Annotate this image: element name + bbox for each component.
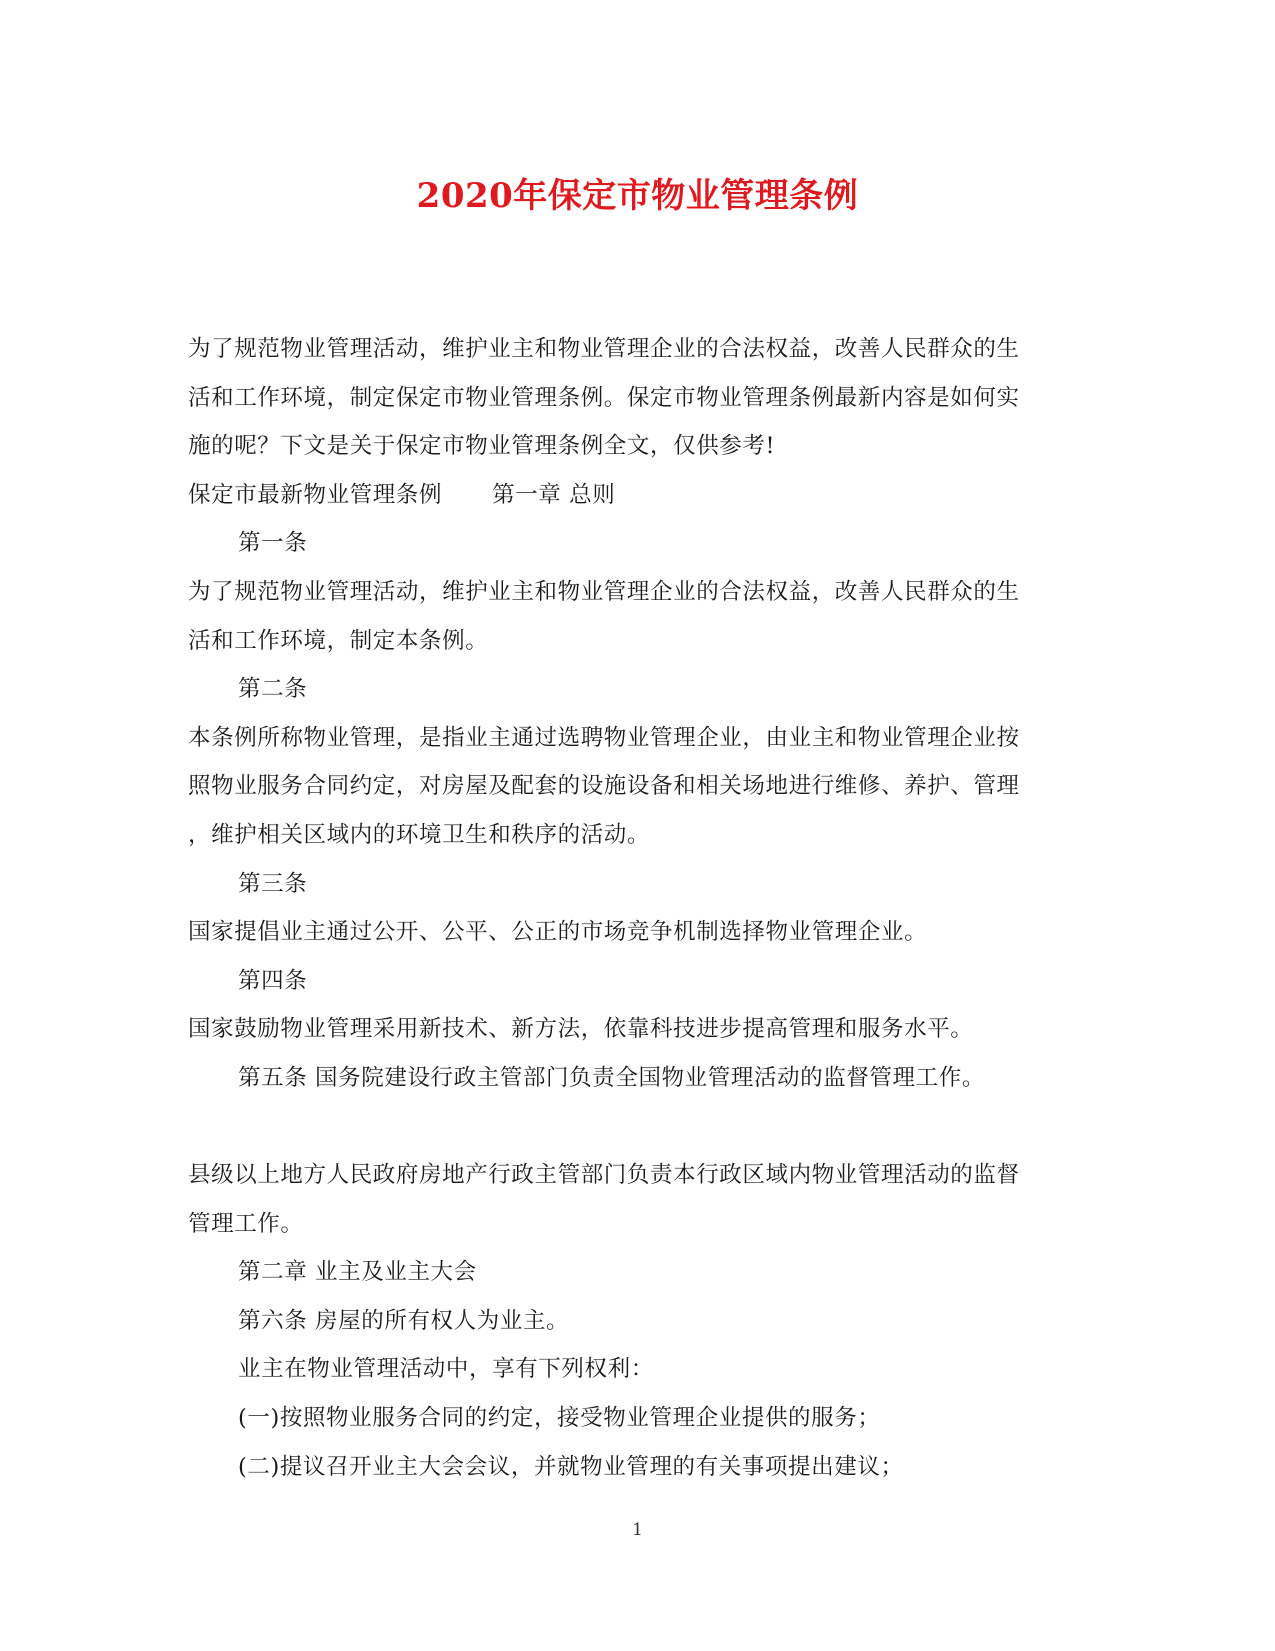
paragraph-line: 县级以上地方人民政府房地产行政主管部门负责本行政区域内物业管理活动的监督: [188, 1162, 1020, 1189]
paragraph-line: 活和工作环境，制定保定市物业管理条例。保定市物业管理条例最新内容是如何实: [188, 384, 1020, 411]
paragraph-line: 管理工作。: [188, 1210, 304, 1237]
chapter-heading-line: [188, 471, 1088, 520]
paragraph-line: 国家鼓励物业管理采用新技术、新方法，依靠科技进步提高管理和服务水平。: [188, 1016, 974, 1043]
document-body: [188, 325, 1088, 1491]
paragraph-line: 活和工作环境，制定本条例。: [188, 627, 489, 654]
paragraph-line: 为了规范物业管理活动，维护业主和物业管理企业的合法权益，改善人民群众的生: [188, 578, 1020, 605]
paragraph-line: 为了规范物业管理活动，维护业主和物业管理企业的合法权益，改善人民群众的生: [188, 336, 1020, 362]
page-number: 1: [632, 1520, 643, 1540]
paragraph-line: 本条例所称物业管理，是指业主通过选聘物业管理企业，由业主和物业管理企业按: [188, 724, 1020, 751]
list-item: (二)提议召开业主大会会议，并就物业管理的有关事项提出建议；: [238, 1453, 904, 1480]
article-heading: 第二条: [238, 676, 308, 703]
article-heading: 第四条: [238, 967, 308, 994]
chapter-one-heading: 第一章 总则: [492, 481, 616, 508]
regulation-title-inline: 保定市最新物业管理条例: [188, 481, 443, 508]
paragraph-line: 照物业服务合同约定，对房屋及配套的设施设备和相关场地进行维修、养护、管理: [188, 773, 1020, 800]
article-line: 第五条 国务院建设行政主管部门负责全国物业管理活动的监督管理工作。: [238, 1064, 985, 1091]
blank-line: [188, 1103, 1088, 1152]
paragraph-line: ，维护相关区域内的环境卫生和秩序的活动。: [188, 821, 651, 848]
article-line: 第六条 房屋的所有权人为业主。: [238, 1307, 570, 1334]
article-heading: 第三条: [238, 870, 308, 897]
article-heading: 第一条: [238, 530, 308, 557]
chapter-heading: 第二章 业主及业主大会: [238, 1259, 477, 1286]
paragraph-line: 业主在物业管理活动中，享有下列权利：: [238, 1356, 654, 1383]
document-title: 2020年保定市物业管理条例: [416, 176, 859, 216]
paragraph-line: 施的呢？下文是关于保定市物业管理条例全文，仅供参考!: [188, 433, 776, 460]
paragraph-line: 国家提倡业主通过公开、公平、公正的市场竞争机制选择物业管理企业。: [188, 919, 928, 946]
list-item: (一)按照物业服务合同的约定，接受物业管理企业提供的服务；: [238, 1405, 881, 1432]
